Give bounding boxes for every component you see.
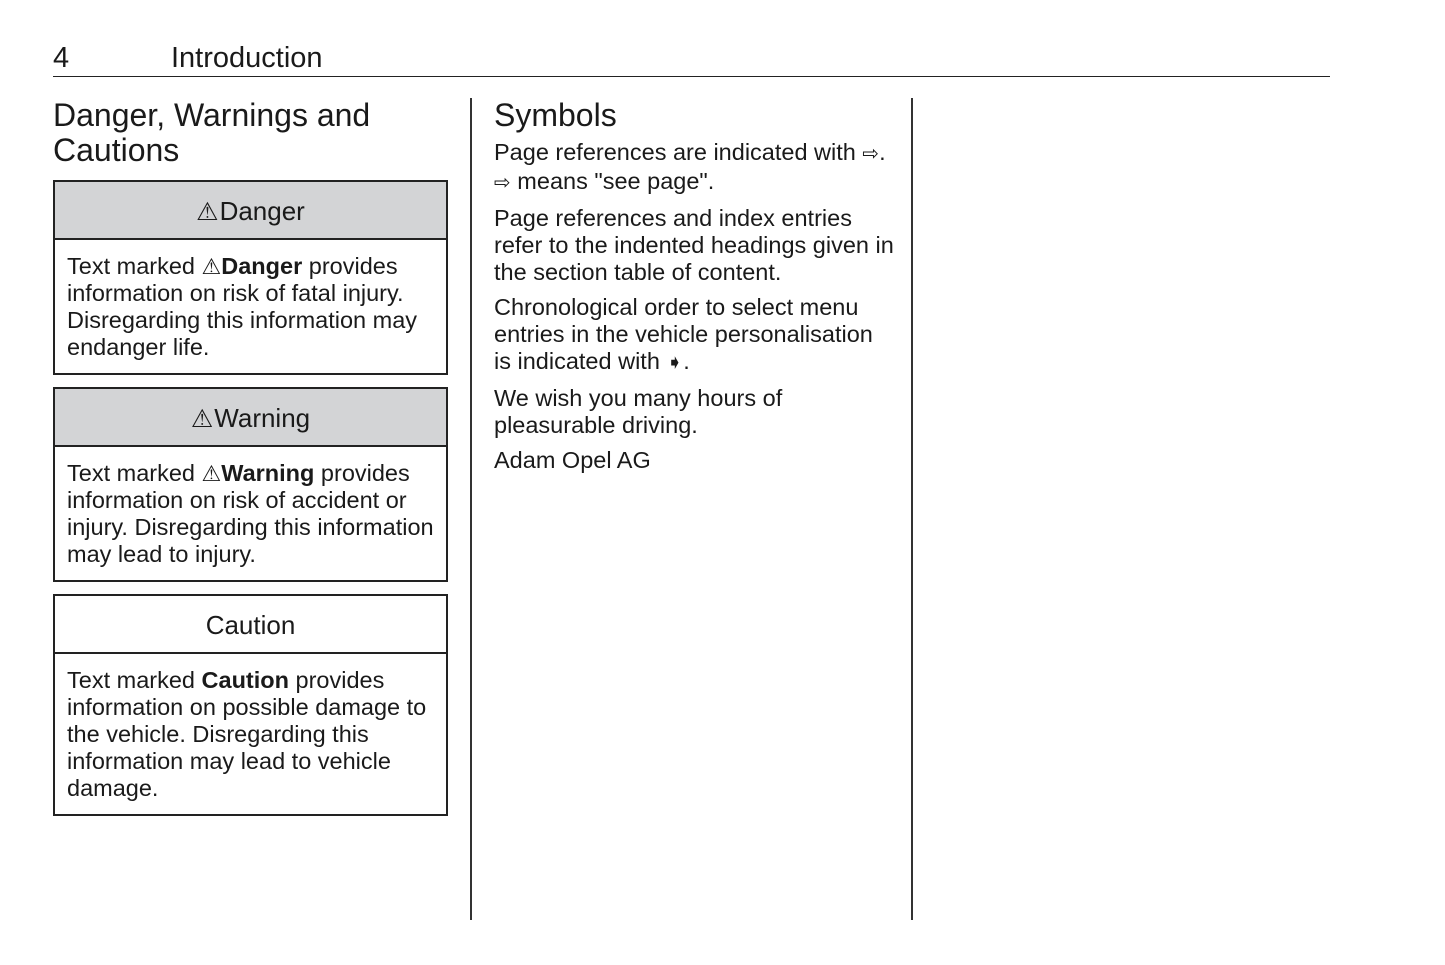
caution-box-text: Text marked Caution provides information on possible damage to the vehicle. Disregarding this information may lead to vehicle damage. xyxy=(67,667,427,801)
warning-keyword: Warning xyxy=(221,460,315,486)
page-number: 4 xyxy=(53,42,70,74)
closing-paragraph: We wish you many hours of pleasurable driving. xyxy=(494,385,783,438)
page-reference-arrow-icon: ⇨ xyxy=(494,172,511,194)
section-title: Introduction xyxy=(171,42,323,74)
warning-box-text: Text marked ⚠Warning provides information on risk of accident or injury. Disregarding this information may lead to injury. xyxy=(67,460,434,567)
left-column xyxy=(53,98,448,828)
symbols-title: Symbols xyxy=(494,97,617,133)
right-column xyxy=(494,98,894,474)
danger-box xyxy=(53,180,448,375)
danger-box-text: Text marked ⚠Danger provides information on risk of fatal injury. Disregarding this information may endanger life. xyxy=(67,253,418,360)
column-divider xyxy=(470,98,472,920)
danger-warnings-cautions-title: Danger, Warnings and Cautions xyxy=(53,97,371,168)
warning-triangle-icon: ⚠ xyxy=(196,198,219,226)
warning-heading-label: Warning xyxy=(214,403,311,433)
danger-keyword: Danger xyxy=(221,253,303,279)
warning-triangle-icon: ⚠ xyxy=(201,461,222,486)
caution-heading-label: Caution xyxy=(205,610,296,640)
caution-box xyxy=(53,594,448,816)
caution-box-heading xyxy=(55,596,446,654)
column-divider xyxy=(911,98,913,920)
warning-box xyxy=(53,387,448,582)
warning-triangle-icon: ⚠ xyxy=(190,405,214,433)
warning-triangle-icon: ⚠ xyxy=(201,254,222,279)
warning-box-heading xyxy=(55,389,446,447)
caution-keyword: Caution xyxy=(201,667,289,693)
danger-heading-label: Danger xyxy=(219,196,305,226)
menu-order-paragraph: Chronological order to select menu entries in the vehicle personalisation is indicated with ➧. xyxy=(494,294,873,374)
page-reference-arrow-icon: ⇨ xyxy=(862,143,880,165)
danger-box-heading xyxy=(55,182,446,240)
menu-step-arrow-icon: ➧ xyxy=(666,352,684,374)
page-header xyxy=(53,40,1330,77)
index-entries-paragraph: Page references and index entries refer to the indented headings given in the section table of content. xyxy=(494,205,894,285)
page-reference-paragraph: Page references are indicated with ⇨. ⇨ means "see page". xyxy=(494,139,886,194)
author-signature: Adam Opel AG xyxy=(494,447,651,473)
